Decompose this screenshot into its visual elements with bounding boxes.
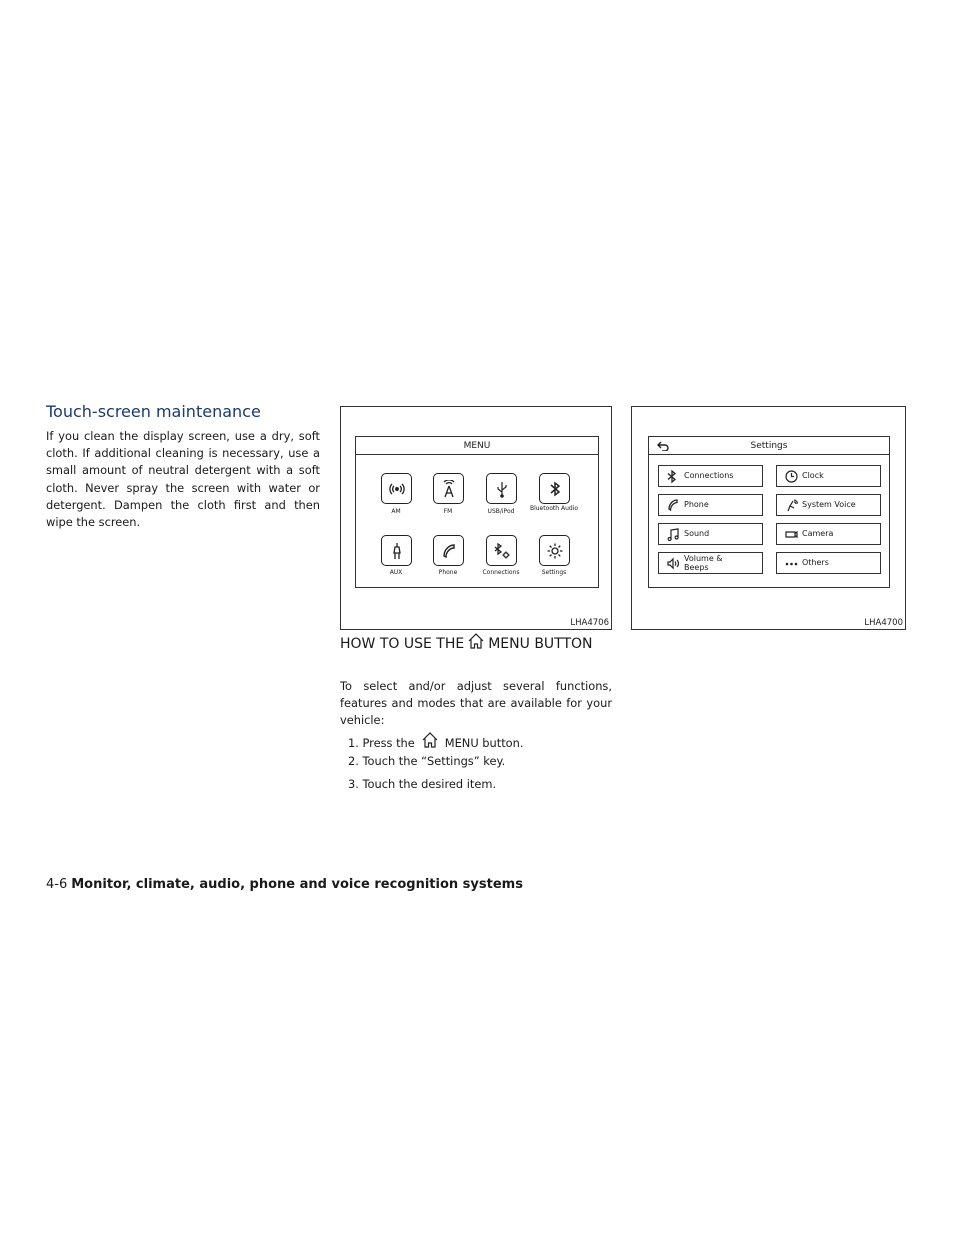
step-text: 1. Press the (348, 736, 415, 750)
setting-connections[interactable] (658, 465, 763, 487)
antenna-icon (440, 480, 458, 498)
bluetooth-icon (546, 480, 564, 498)
settings-tile[interactable] (539, 535, 570, 566)
divider (356, 454, 598, 455)
heading-text: HOW TO USE THE (340, 636, 465, 652)
figure-code: LHA4706 (570, 618, 609, 628)
setting-label: Others (802, 558, 829, 567)
phone-tile[interactable] (433, 535, 464, 566)
step-text: MENU button. (444, 736, 524, 750)
aux-tile[interactable] (381, 535, 412, 566)
phone-handset-icon (667, 499, 679, 512)
figure-code: LHA4700 (864, 618, 903, 628)
am-tile[interactable] (381, 473, 412, 504)
page-number: 4-6 (46, 877, 68, 892)
setting-others[interactable] (776, 552, 881, 574)
tile-label: Connections (482, 569, 520, 576)
bluetooth-audio-tile[interactable] (539, 473, 570, 504)
settings-figure (631, 406, 906, 630)
menu-screen-title: MENU (463, 441, 491, 451)
speaker-icon (667, 557, 680, 570)
camera-icon (785, 528, 798, 541)
tile-label: AM (391, 508, 401, 515)
usb-tile[interactable] (486, 473, 517, 504)
home-icon (421, 731, 439, 749)
step-text: 3. Touch the desired item. (348, 777, 497, 791)
fm-tile[interactable] (433, 473, 464, 504)
dots-icon (785, 557, 798, 570)
setting-label: Phone (684, 500, 709, 509)
connections-tile[interactable] (486, 535, 517, 566)
voice-icon (785, 499, 798, 512)
gear-icon (546, 542, 564, 560)
setting-label: Volume & Beeps (684, 554, 723, 572)
step-3 (348, 777, 496, 791)
step-text: 2. Touch the “Settings” key. (348, 754, 506, 768)
phone-handset-icon (440, 542, 458, 560)
tile-label: FM (443, 508, 453, 515)
page-footer (46, 877, 523, 892)
setting-volume-beeps[interactable] (658, 552, 763, 574)
tile-label: Phone (438, 569, 458, 576)
section-heading (340, 632, 610, 655)
radio-waves-icon (388, 480, 406, 498)
aux-jack-icon (388, 542, 406, 560)
settings-screen-title: Settings (750, 441, 788, 451)
menu-screen (355, 436, 599, 588)
section-body: If you clean the display screen, use a dry, soft cloth. If additional cleaning is necessary, use a small amount of neutral detergent with a soft cloth. Never spray the screen with water or detergent. Dampen the cloth first and then wipe the screen. (46, 429, 320, 530)
divider (649, 454, 889, 455)
bluetooth-gear-icon (493, 542, 511, 560)
section-body: To select and/or adjust several functions, features and modes that are available for your vehicle: (340, 679, 612, 727)
setting-label: Camera (802, 529, 834, 538)
setting-system-voice[interactable] (776, 494, 881, 516)
setting-clock[interactable] (776, 465, 881, 487)
music-note-icon (667, 528, 679, 541)
setting-camera[interactable] (776, 523, 881, 545)
setting-sound[interactable] (658, 523, 763, 545)
settings-screen (648, 436, 890, 588)
menu-figure (340, 406, 612, 630)
section-heading: Touch-screen maintenance (46, 402, 261, 421)
tile-label: Bluetooth Audio (529, 505, 579, 512)
step-1 (348, 731, 523, 750)
home-icon (467, 632, 485, 650)
setting-label: System Voice (802, 500, 856, 509)
heading-text: MENU BUTTON (488, 636, 593, 652)
tile-label: AUX (389, 569, 403, 576)
setting-label: Connections (684, 471, 734, 480)
step-2 (348, 754, 505, 768)
setting-phone[interactable] (658, 494, 763, 516)
setting-label: Sound (684, 529, 710, 538)
usb-icon (493, 480, 511, 498)
tile-label: Settings (541, 569, 567, 576)
bluetooth-icon (667, 470, 677, 483)
tile-label: USB/iPod (487, 508, 515, 515)
clock-icon (785, 470, 798, 483)
chapter-title: Monitor, climate, audio, phone and voice recognition systems (71, 877, 523, 892)
setting-label: Clock (802, 471, 824, 480)
